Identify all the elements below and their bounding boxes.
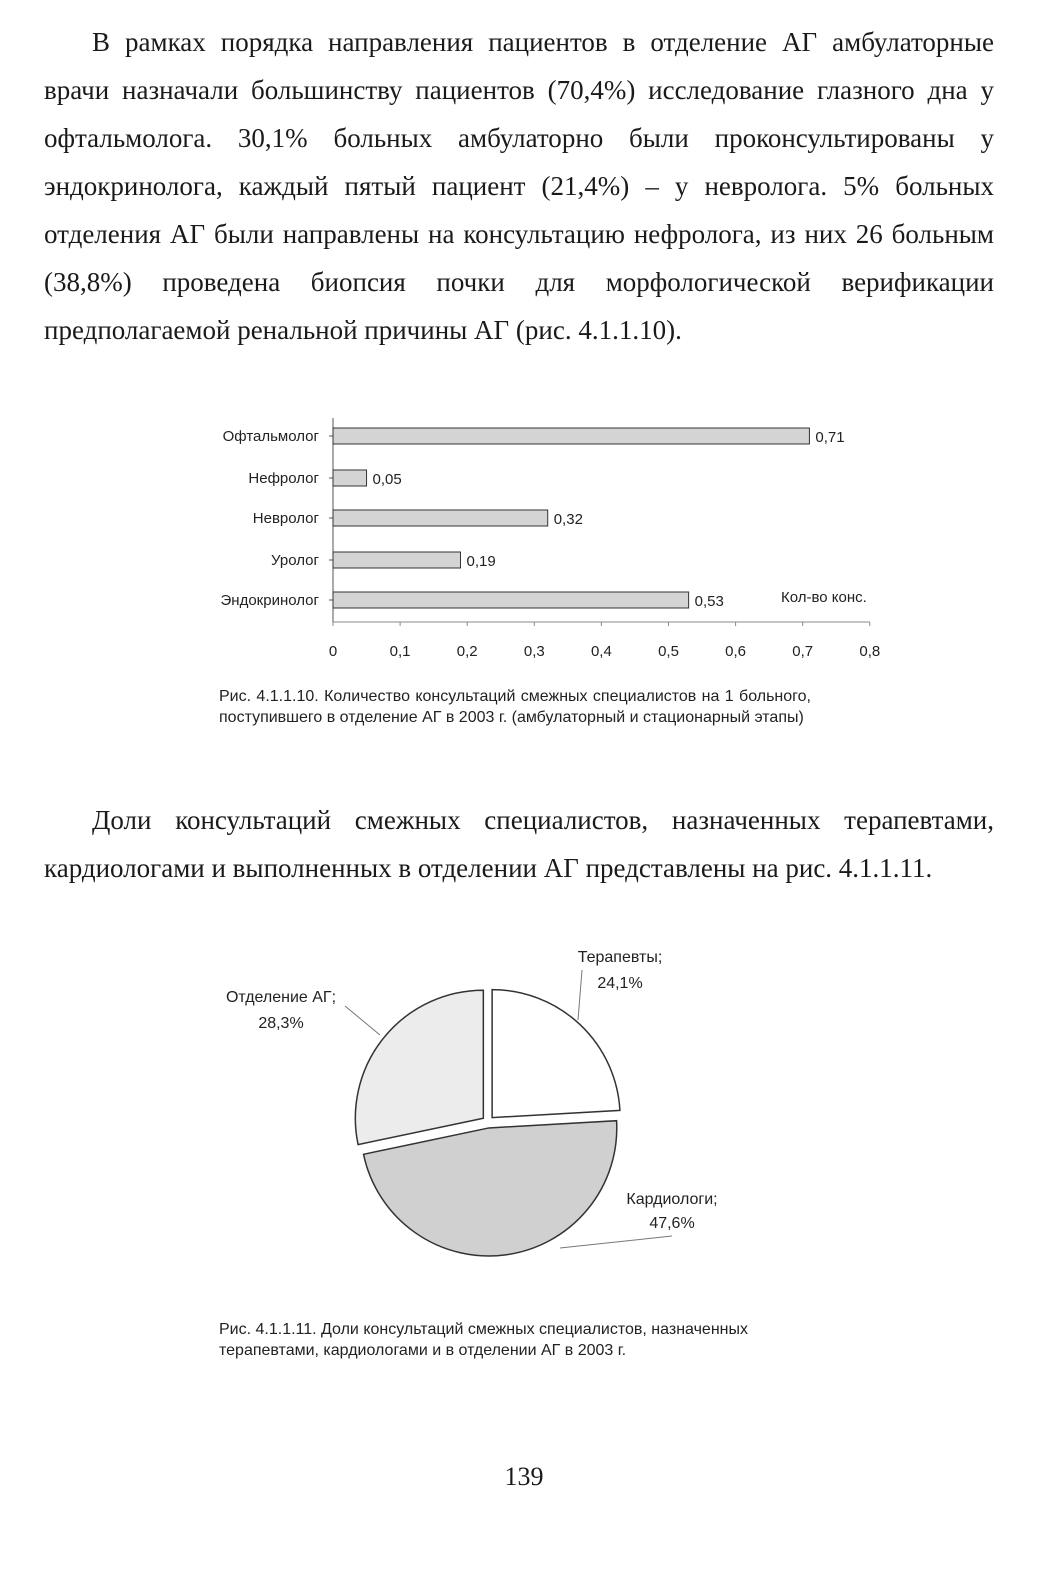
x-tick-label-7: 0,7 [792, 643, 814, 660]
x-tick-label-8: 0,8 [859, 643, 881, 660]
x-tick-label-0: 0 [328, 643, 338, 660]
leader-line-0 [578, 970, 582, 1020]
pie-label-2: Отделение АГ; [225, 989, 337, 1006]
category-label-1: Нефролог [248, 470, 319, 487]
data-label-2: 0,32 [553, 511, 583, 528]
pie-value-0: 24,1% [597, 975, 643, 992]
pie-label-1: Кардиологи; [626, 1191, 718, 1208]
pie-label-0: Терапевты; [577, 949, 663, 966]
pie-value-1: 47,6% [649, 1215, 695, 1232]
pie-slice-0 [492, 990, 620, 1118]
bar-4 [333, 592, 689, 608]
data-label-3: 0,19 [466, 553, 496, 570]
x-tick-label-5: 0,5 [658, 643, 679, 660]
x-tick-label-2: 0,2 [456, 643, 478, 660]
x-tick-label-3: 0,3 [523, 643, 545, 660]
figure-caption-4-1-1-11: Рис. 4.1.1.11. Доли консультаций смежных специалистов, назначенных терапевтами, кардиологами и в отделении АГ в 2003 г. [219, 1321, 748, 1359]
figure-caption-4-1-1-10: Рис. 4.1.1.10. Количество консультаций смежных специалистов на 1 больного, поступившего в отделение АГ в 2003 г. (амбулаторный и стационарный этапы) [219, 688, 811, 726]
x-tick-label-1: 0,1 [389, 643, 411, 660]
bar-2 [333, 510, 548, 526]
consultation-shares-pie-chart [180, 930, 760, 1270]
leader-line-1 [560, 1236, 672, 1248]
leader-line-2 [345, 1006, 380, 1035]
bar-3 [333, 552, 460, 568]
pie-chart-svg [180, 930, 760, 1270]
category-label-2: Невролог [252, 510, 319, 527]
consultations-bar-chart [170, 400, 900, 670]
data-label-4: 0,53 [694, 593, 724, 610]
pie-value-2: 28,3% [258, 1015, 304, 1032]
series-label: Кол-во конс. [781, 589, 867, 606]
x-tick-label-6: 0,6 [725, 643, 747, 660]
paragraph-shares-text: Доли консультаций смежных специалистов, назначенных терапевтами, кардиологами и выполненных в отделении АГ представлены на рис. 4.1.1.11. [44, 805, 994, 883]
data-label-1: 0,05 [372, 471, 402, 488]
category-label-3: Уролог [271, 552, 319, 569]
bar-chart-svg [170, 400, 900, 670]
bar-1 [333, 470, 367, 486]
data-label-0: 0,71 [815, 429, 845, 446]
x-tick-label-4: 0,4 [590, 643, 612, 660]
pie-slice-2 [355, 990, 483, 1144]
bar-0 [333, 428, 809, 444]
paragraph-intro [44, 18, 994, 354]
paragraph-shares [44, 796, 994, 892]
paragraph-intro-text: В рамках порядка направления пациентов в отделение АГ амбулаторные врачи назначали большинству пациентов (70,4%) исследование глазного дна у офтальмолога. 30,1% больных амбулаторно были проконсультированы у эндокринолога, каждый пятый пациент (21,4%) – у невролога. 5% больных отделения АГ были направлены на консультацию нефролога, из них 26 больным (38,8%) проведена биопсия почки для морфологической верификации предполагаемой ренальной причины АГ (рис. 4.1.1.10). [44, 27, 994, 345]
category-label-0: Офтальмолог [222, 428, 319, 445]
page-number: 139 [504, 1462, 544, 1491]
pie-slice-1 [364, 1121, 617, 1256]
category-label-4: Эндокринолог [220, 592, 319, 609]
